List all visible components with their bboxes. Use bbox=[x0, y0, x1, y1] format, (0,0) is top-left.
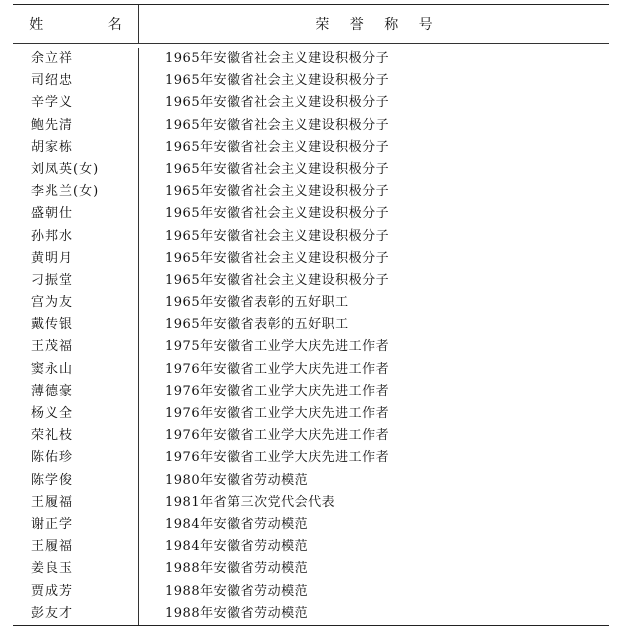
table-row bbox=[13, 314, 609, 336]
table-row bbox=[13, 381, 609, 403]
name-cell: 盛朝仕 bbox=[13, 203, 139, 225]
header-title-cell bbox=[139, 5, 609, 43]
name-cell: 荣礼枝 bbox=[13, 425, 139, 447]
honor-title-cell: 1965年安徽省社会主义建设积极分子 bbox=[165, 51, 390, 66]
table-row bbox=[13, 48, 609, 70]
header-name-label: 姓 名 bbox=[29, 17, 152, 33]
table-row bbox=[13, 359, 609, 381]
honor-title-cell: 1965年安徽省社会主义建设积极分子 bbox=[165, 184, 390, 200]
honor-title-cell: 1976年安徽省工业学大庆先进工作者 bbox=[165, 383, 390, 399]
table-row bbox=[13, 270, 609, 292]
name-cell: 刘凤英(女) bbox=[13, 159, 139, 181]
name-cell: 黄明月 bbox=[13, 248, 139, 270]
table-row bbox=[13, 336, 609, 358]
table-row bbox=[13, 226, 609, 248]
name-cell: 司绍忠 bbox=[13, 70, 139, 92]
table-row bbox=[13, 92, 609, 114]
name-cell: 王履福 bbox=[13, 536, 139, 558]
table-row bbox=[13, 425, 609, 447]
name-cell: 彭友才 bbox=[13, 603, 139, 625]
honor-title-cell: 1976年安徽省工业学大庆先进工作者 bbox=[165, 406, 390, 421]
name-cell: 谢正学 bbox=[13, 514, 139, 536]
header-name-cell bbox=[13, 5, 152, 43]
honor-title-cell: 1976年安徽省工业学大庆先进工作者 bbox=[165, 361, 390, 377]
honor-title-cell: 1980年安徽省劳动模范 bbox=[165, 472, 309, 488]
honor-title-cell: 1965年安徽省社会主义建设积极分子 bbox=[165, 95, 390, 111]
honor-title-cell: 1976年安徽省工业学大庆先进工作者 bbox=[165, 450, 390, 466]
table-row bbox=[13, 447, 609, 469]
honor-title-cell: 1965年安徽省社会主义建设积极分子 bbox=[165, 117, 390, 133]
table-row bbox=[13, 536, 609, 558]
table-row bbox=[13, 492, 609, 514]
honor-title-cell: 1965年安徽省社会主义建设积极分子 bbox=[165, 73, 390, 89]
name-cell: 宫为友 bbox=[13, 292, 139, 314]
table-row bbox=[13, 292, 609, 314]
table-row bbox=[13, 581, 609, 603]
table-row bbox=[13, 70, 609, 92]
name-cell: 余立祥 bbox=[13, 48, 139, 70]
table-row bbox=[13, 514, 609, 536]
table-body bbox=[13, 44, 609, 625]
table-row bbox=[13, 603, 609, 625]
honor-title-cell: 1965年安徽省社会主义建设积极分子 bbox=[165, 139, 390, 155]
header-title-label: 荣 誉 称 号 bbox=[315, 17, 441, 33]
name-cell: 辛学义 bbox=[13, 92, 139, 114]
table-row bbox=[13, 115, 609, 137]
name-cell: 贾成芳 bbox=[13, 581, 139, 603]
table-row bbox=[13, 248, 609, 270]
table-row bbox=[13, 159, 609, 181]
honor-title-cell: 1976年安徽省工业学大庆先进工作者 bbox=[165, 428, 390, 444]
table-row bbox=[13, 470, 609, 492]
honor-title-cell: 1965年安徽省表彰的五好职工 bbox=[165, 295, 349, 311]
table-row bbox=[13, 137, 609, 159]
name-cell: 陈学俊 bbox=[13, 470, 139, 492]
honor-title-cell: 1984年安徽省劳动模范 bbox=[165, 539, 309, 555]
name-cell: 陈佑珍 bbox=[13, 447, 139, 469]
honor-title-cell: 1965年安徽省社会主义建设积极分子 bbox=[165, 272, 390, 288]
honor-title-cell: 1984年安徽省劳动模范 bbox=[165, 516, 309, 532]
name-cell: 姜良玉 bbox=[13, 558, 139, 580]
table-row bbox=[13, 203, 609, 225]
name-cell: 胡家栋 bbox=[13, 137, 139, 159]
honor-title-cell: 1965年安徽省社会主义建设积极分子 bbox=[165, 206, 390, 222]
name-cell: 杨义全 bbox=[13, 403, 139, 425]
name-cell: 戴传银 bbox=[13, 314, 139, 336]
table-row bbox=[13, 558, 609, 580]
honors-table bbox=[13, 4, 609, 626]
name-cell: 刁振堂 bbox=[13, 270, 139, 292]
name-cell: 窦永山 bbox=[13, 359, 139, 381]
table-header bbox=[13, 5, 609, 44]
honor-title-cell: 1988年安徽省劳动模范 bbox=[165, 605, 309, 621]
honor-title-cell: 1988年安徽省劳动模范 bbox=[165, 583, 309, 599]
honor-title-cell: 1981年省第三次党代会代表 bbox=[165, 494, 336, 510]
name-cell: 鲍先清 bbox=[13, 115, 139, 137]
honor-title-cell: 1965年安徽省社会主义建设积极分子 bbox=[165, 161, 390, 177]
name-cell: 王履福 bbox=[13, 492, 139, 514]
honor-title-cell: 1975年安徽省工业学大庆先进工作者 bbox=[165, 339, 390, 355]
table-row bbox=[13, 181, 609, 203]
table-row bbox=[13, 403, 609, 425]
name-cell: 孙邦水 bbox=[13, 226, 139, 248]
name-cell: 王茂福 bbox=[13, 336, 139, 358]
honor-title-cell: 1965年安徽省社会主义建设积极分子 bbox=[165, 228, 390, 244]
honor-title-cell: 1965年安徽省社会主义建设积极分子 bbox=[165, 250, 390, 266]
honor-title-cell: 1965年安徽省表彰的五好职工 bbox=[165, 317, 349, 333]
honor-title-cell: 1988年安徽省劳动模范 bbox=[165, 561, 309, 577]
name-cell: 薄德豪 bbox=[13, 381, 139, 403]
name-cell: 李兆兰(女) bbox=[13, 181, 139, 203]
